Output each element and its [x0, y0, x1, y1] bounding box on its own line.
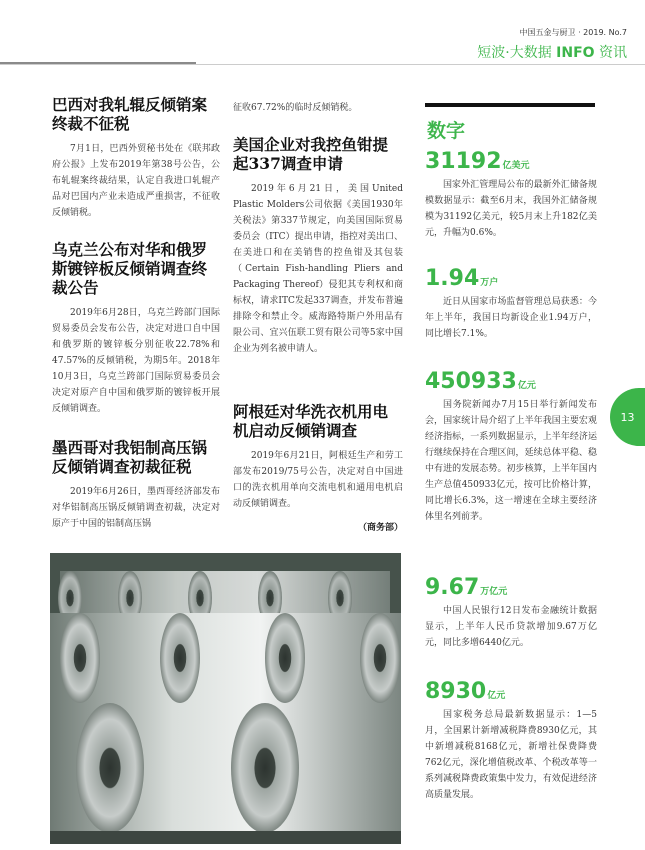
- article-body-continued: 征收67.72%的临时反倾销税。: [233, 103, 358, 113]
- stat-text: 国务院新闻办7月15日举行新闻发布会，国家统计局介绍了上半年我国主要宏观经济指标，一系列数据显示，上半年经济运行继续保持在合理区间，延续总体平稳、稳中有进的发展态势。初步核算，上半年国内生产总值450933亿元，按可比价格计算，同比增长6.3%，这一增速在全球主要经济体里名列前茅。: [425, 400, 597, 522]
- section-title-cn: 短波·大数据: [477, 45, 552, 61]
- stat-forex-reserves: [425, 150, 597, 241]
- article-ukraine: [52, 240, 220, 417]
- article-body: 7月1日，巴西外贸秘书处在《联邦政府公报》上发布2019年第38号公告，公布轧辊案终裁结果，认定自我进口轧辊产品对巴国内产业未造成严重损害，不征收反倾销税。: [52, 144, 220, 218]
- stat-new-enterprises: [425, 267, 597, 342]
- stat-text: 近日从国家市场监督管理总局获悉：今年上半年，我国日均新设企业1.94万户，同比增长7.1%。: [425, 297, 597, 339]
- stat-unit: 亿元: [487, 691, 506, 701]
- sidebar-top-bar: [425, 103, 595, 107]
- article-mexico: [52, 438, 220, 532]
- article-body: 2019年6月21日，阿根廷生产和劳工部发布2019/75号公告，决定对自中国进口的洗衣机用单向交流电机和通用电机启动反倾销调查。: [233, 451, 403, 509]
- article-source: （商务部）: [357, 523, 403, 533]
- stat-value: 31192: [425, 149, 502, 174]
- article-title: 乌克兰公布对华和俄罗斯镀锌板反倾销调查终裁公告: [52, 240, 208, 297]
- article-brazil: [52, 95, 220, 221]
- stat-unit: 亿元: [517, 381, 536, 391]
- stat-rmb-loans: [425, 576, 597, 651]
- stat-text: 国家外汇管理局公布的最新外汇储备规模数据显示：截至6月末，我国外汇储备规模为31192亿美元，较5月末上升182亿美元，升幅为0.6%。: [425, 180, 597, 238]
- page-number-tab: [610, 388, 645, 446]
- article-title: 阿根廷对华洗衣机用电机启动反倾销调查: [233, 402, 389, 440]
- sidebar-title: 数字: [427, 120, 466, 142]
- stat-unit: 亿美元: [502, 161, 530, 171]
- header-rule: [0, 64, 645, 65]
- article-body: 2019年6月21日，美国United Plastic Molders公司依据《美国1930年关税法》第337节规定，向美国国际贸易委员会（ITC）提出申请，指控对美出口、在美进口和在美销售的控鱼钳及其包装（Certain Fish-handling Pliers and Packaging Thereof）侵犯其专利权和商标权，请求ITC发起337调查，并发布普遍排除令和禁止令。威海路特斯户外用品有限公司、宜兴伍联工贸有限公司等5家中国企业为列名被申请人。: [233, 184, 403, 354]
- article-title: 墨西哥对我铝制高压锅反倾销调查初裁征税: [52, 438, 208, 476]
- stat-unit: 万户: [480, 278, 499, 288]
- section-header: [477, 42, 627, 62]
- section-title-end: 资讯: [599, 45, 627, 61]
- article-mexico-continued: [233, 100, 403, 116]
- steel-coils-illustration: [50, 553, 401, 844]
- article-title: 巴西对我轧辊反倾销案终裁不征税: [52, 95, 208, 133]
- article-title: 美国企业对我控鱼钳提起337调查申请: [233, 135, 389, 173]
- stat-gdp: [425, 370, 597, 525]
- steel-coils-photo: [50, 553, 401, 844]
- article-argentina: [233, 402, 403, 533]
- stat-unit: 万亿元: [480, 587, 508, 597]
- stat-value: 450933: [425, 369, 517, 394]
- stat-text: 中国人民银行12日发布金融统计数据显示，上半年人民币贷款增加9.67万亿元，同比多增6440亿元。: [425, 606, 597, 648]
- article-body: 2019年6月28日，乌克兰跨部门国际贸易委员会发布公告，决定对进口自中国和俄罗斯的镀锌板分别征收22.78%和47.57%的反倾销税，为期5年。2018年10月3日，乌克兰跨部门国际贸易委员会决定对原产自中国和俄罗斯的镀锌板开展反倾销调查。: [52, 308, 220, 414]
- article-body: 2019年6月26日，墨西哥经济部发布对华铝制高压锅反倾销调查初裁，决定对原产于中国的铝制高压锅: [52, 487, 220, 529]
- stat-value: 8930: [425, 679, 487, 704]
- stat-tax-cuts: [425, 680, 597, 803]
- stat-text: 国家税务总局最新数据显示：1—5月，全国累计新增减税降费8930亿元，其中新增减税8168亿元，新增社保费降费762亿元，深化增值税改革、个税改革等一系列减税降费政策集中发力，有效促进经济高质量发展。: [425, 710, 597, 800]
- article-usa: [233, 135, 403, 357]
- journal-issue: 中国五金与厨卫 · 2019. No.7: [519, 28, 627, 37]
- stat-value: 1.94: [425, 266, 480, 291]
- section-title-info: INFO: [556, 45, 595, 61]
- stat-value: 9.67: [425, 575, 480, 600]
- page-number: 13: [620, 410, 635, 424]
